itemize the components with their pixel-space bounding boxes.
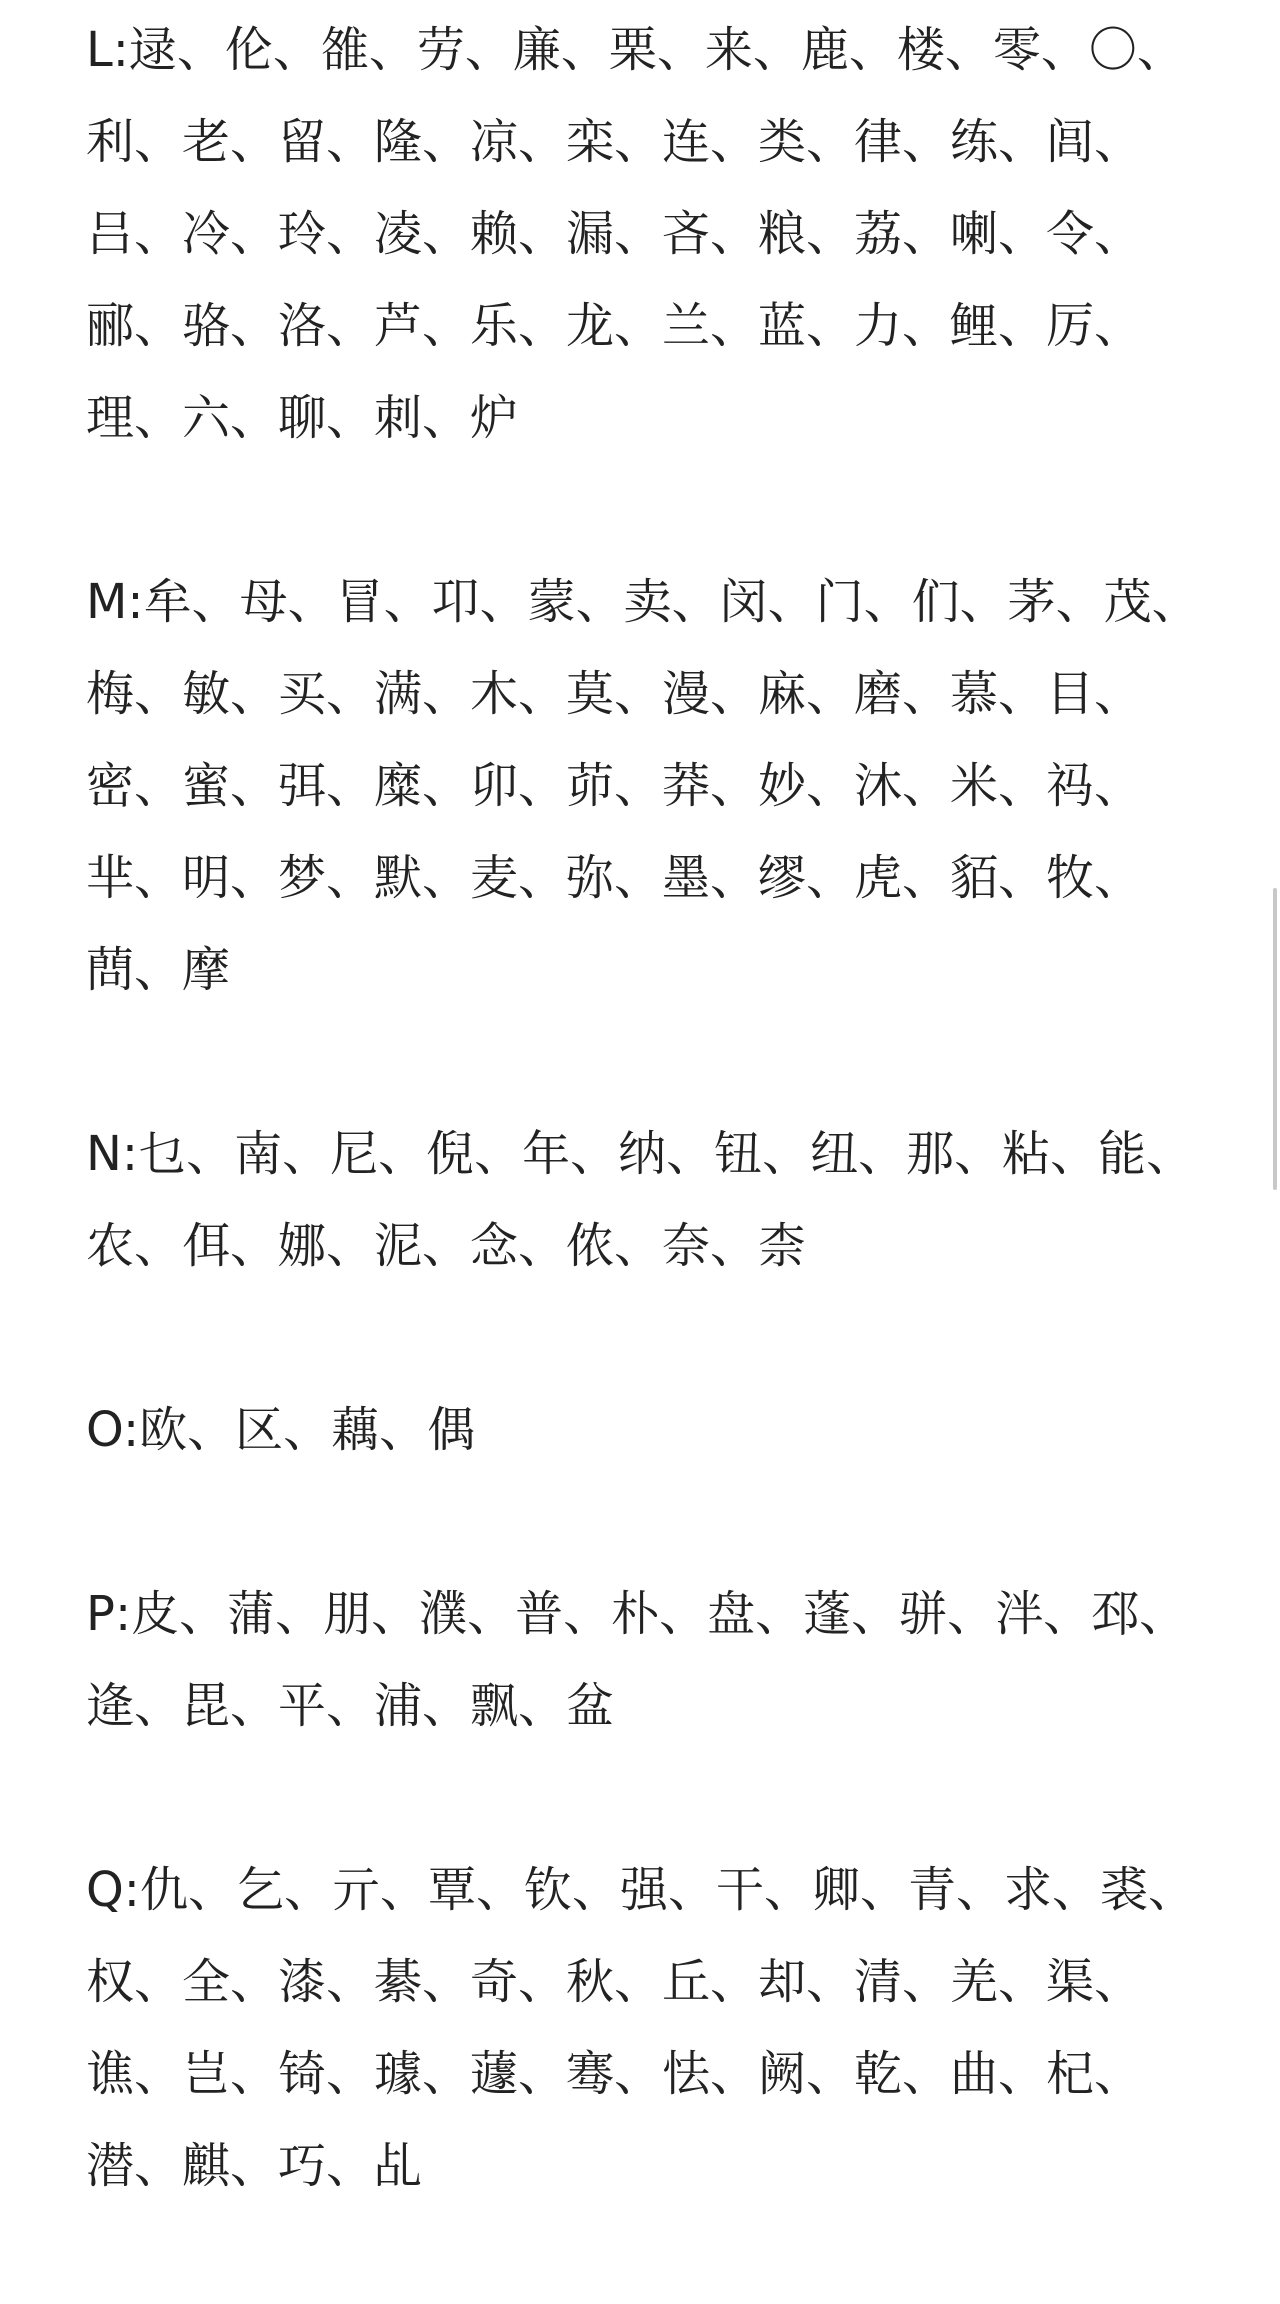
- surname-list-l: L:逯、伦、雒、劳、廉、栗、来、鹿、楼、零、〇、利、老、留、隆、凉、栾、连、类、律、练、闾、吕、冷、玲、凌、赖、漏、吝、粮、荔、喇、令、郦、骆、洛、芦、乐、龙、兰、蓝、力、鲤、厉、理、六、聊、刺、炉: [86, 22, 1185, 446]
- scrollbar[interactable]: [1270, 0, 1280, 2211]
- surname-list-m: M:牟、母、冒、卭、蒙、卖、闵、门、们、茅、茂、梅、敏、买、满、木、莫、漫、麻、磨、慕、目、密、蜜、弭、糜、卯、茆、莽、妙、沐、米、祃、芈、明、梦、默、麦、弥、墨、缪、虎、貊、牧、蔄、摩: [86, 574, 1200, 998]
- article-body: [86, 4, 1206, 2304]
- scrollbar-thumb[interactable]: [1273, 888, 1277, 1190]
- surname-list-n: N:乜、南、尼、倪、年、纳、钮、纽、那、粘、能、农、佴、娜、泥、念、侬、奈、柰: [86, 1126, 1195, 1274]
- surname-list-q: Q:仇、乞、亓、覃、钦、强、干、卿、青、求、裘、权、全、漆、綦、奇、秋、丘、却、清、羌、渠、谯、岂、锜、璩、蘧、骞、怯、阙、乾、曲、杞、潜、麒、巧、乩: [86, 1862, 1196, 2194]
- surname-list-o: O:欧、区、藕、偶: [86, 1402, 476, 1458]
- surname-list-p: P:皮、蒲、朋、濮、普、朴、盘、蓬、骈、泮、邳、逄、毘、平、浦、飘、盆: [86, 1586, 1188, 1734]
